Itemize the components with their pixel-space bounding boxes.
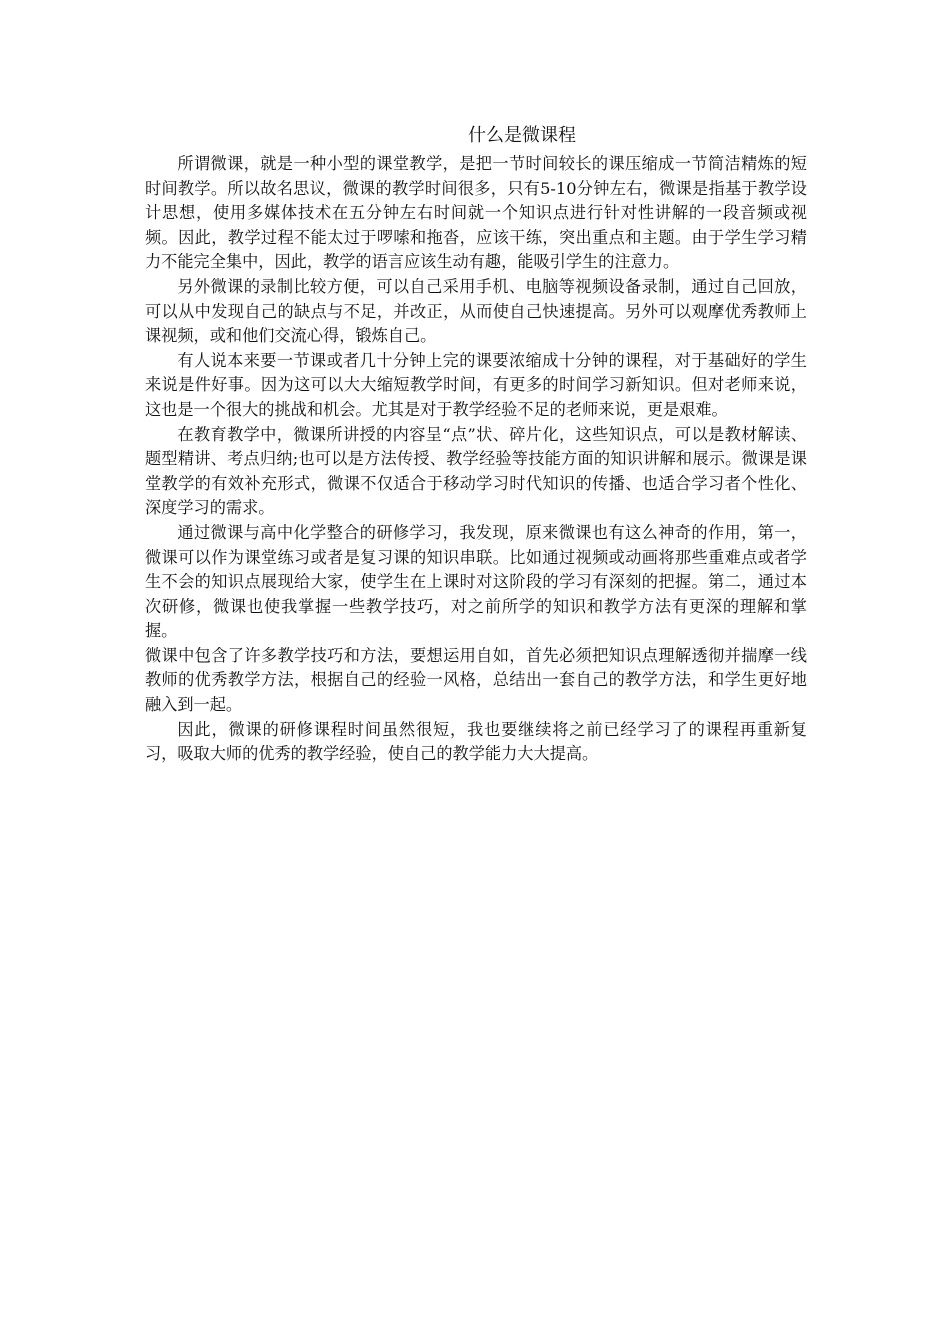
paragraph-3: 有人说本来要一节课或者几十分钟上完的课要浓缩成十分钟的课程，对于基础好的学生来说是件好事。因为这可以大大缩短教学时间，有更多的时间学习新知识。但对老师来说，这也是一个很大的挑战和机会。尤其是对于教学经验不足的老师来说，更是艰难。 xyxy=(145,350,807,419)
paragraph-5: 通过微课与高中化学整合的研修学习，我发现，原来微课也有这么神奇的作用，第一，微课可以作为课堂练习或者是复习课的知识串联。比如通过视频或动画将那些重难点或者学生不会的知识点展现给大家，使学生在上课时对这阶段的学习有深刻的把握。第二，通过本次研修，微课也使我掌握一些教学技巧，对之前所学的知识和教学方法有更深的理解和掌握。 xyxy=(145,522,807,641)
document-title: 什么是微课程 xyxy=(468,125,576,146)
paragraph-4: 在教育教学中，微课所讲授的内容呈“点”状、碎片化，这些知识点，可以是教材解读、题型精讲、考点归纳;也可以是方法传授、教学经验等技能方面的知识讲解和展示。微课是课堂教学的有效补充形式，微课不仅适合于移动学习时代知识的传播、也适合学习者个性化、深度学习的需求。 xyxy=(145,424,807,518)
paragraph-1: 所谓微课，就是一种小型的课堂教学，是把一节时间较长的课压缩成一节简洁精炼的短时间教学。所以故名思议，微课的教学时间很多，只有5-10分钟左右，微课是指基于教学设计思想，使用多媒体技术在五分钟左右时间就一个知识点进行针对性讲解的一段音频或视频。因此，教学过程不能太过于啰嗦和拖沓，应该干练，突出重点和主题。由于学生学习精力不能完全集中，因此，教学的语言应该生动有趣，能吸引学生的注意力。 xyxy=(145,154,807,272)
paragraph-6: 微课中包含了许多教学技巧和方法，要想运用自如，首先必须把知识点理解透彻并揣摩一线教师的优秀教学方法，根据自己的经验一风格，总结出一套自己的教学方法，和学生更好地融入到一起。 xyxy=(145,645,807,715)
paragraph-7: 因此，微课的研修课程时间虽然很短，我也要继续将之前已经学习了的课程再重新复习，吸取大师的优秀的教学经验，使自己的教学能力大大提高。 xyxy=(145,719,807,764)
document-body xyxy=(145,122,807,767)
paragraph-2: 另外微课的录制比较方便，可以自己采用手机、电脑等视频设备录制，通过自己回放，可以从中发现自己的缺点与不足，并改正，从而使自己快速提高。另外可以观摩优秀教师上课视频，或和他们交流心得，锻炼自己。 xyxy=(145,276,807,346)
